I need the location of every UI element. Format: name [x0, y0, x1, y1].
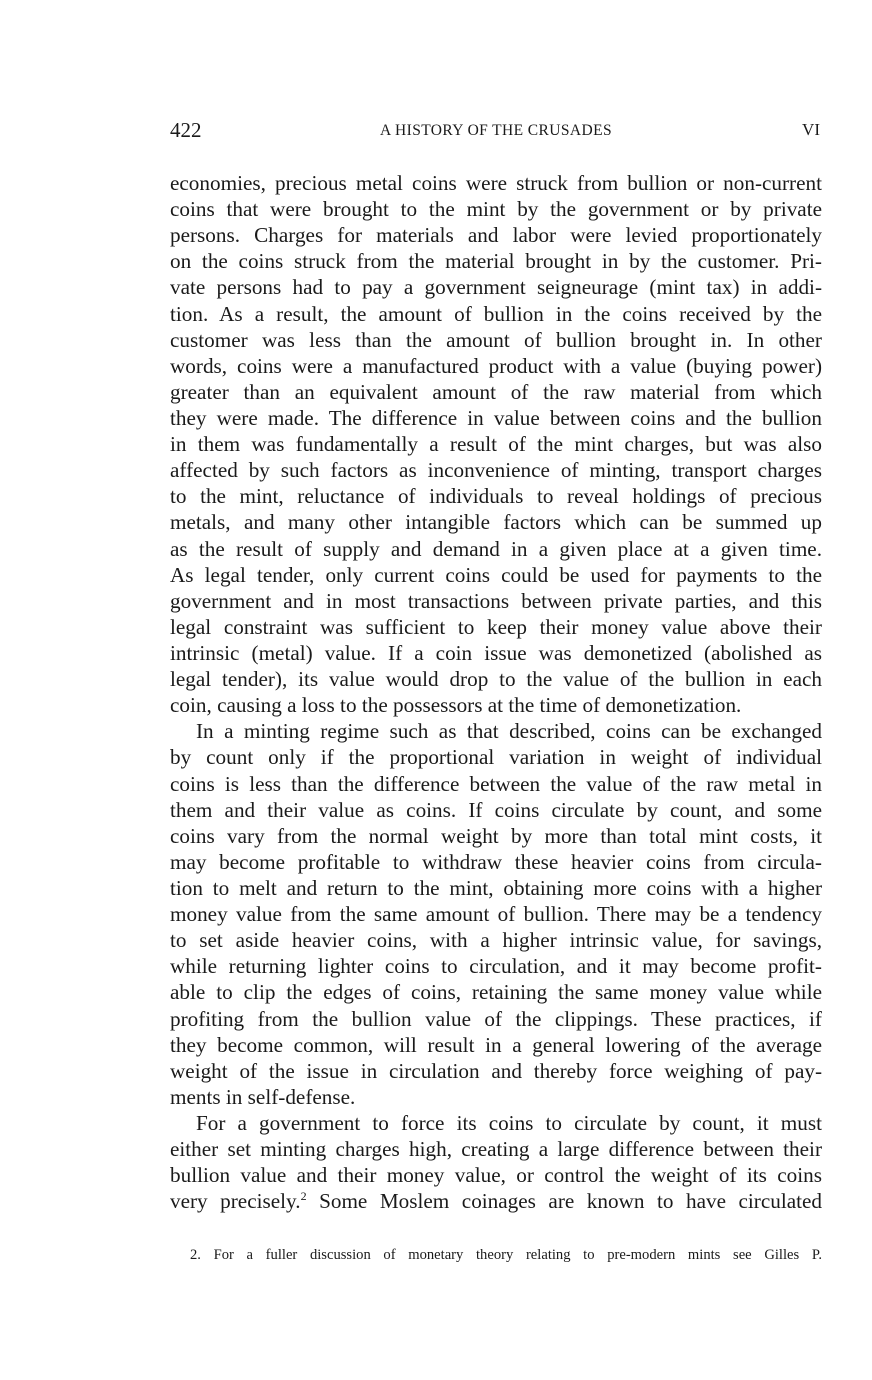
paragraph-1-line: government and in most transactions between private parties, and this: [170, 588, 822, 613]
paragraph-1-line: customer was less than the amount of bullion brought in. In other: [170, 327, 822, 352]
paragraph-2-line: able to clip the edges of coins, retaining the same money value while: [170, 980, 822, 1005]
paragraph-3-line: either set minting charges high, creating a large difference between their: [170, 1137, 822, 1162]
paragraph-1-line: intrinsic (metal) value. If a coin issue was demonetized (abolished as: [170, 640, 822, 665]
paragraph-1-line: coins that were brought to the mint by the government or by private: [170, 197, 822, 222]
paragraph-2-line: money value from the same amount of bullion. There may be a tendency: [170, 902, 822, 927]
paragraph-2-line: by count only if the proportional variation in weight of individual: [170, 745, 822, 770]
paragraph-3-line: bullion value and their money value, or control the weight of its coins: [170, 1163, 822, 1188]
paragraph-2-line: them and their value as coins. If coins circulate by count, and some: [170, 797, 822, 822]
book-title: A HISTORY OF THE CRUSADES: [380, 122, 612, 139]
paragraph-3-text-before-note: very precisely.: [170, 1189, 301, 1214]
paragraph-2-line: to set aside heavier coins, with a higher intrinsic value, for savings,: [170, 928, 822, 953]
footnote-reference[interactable]: 2: [300, 1189, 307, 1204]
paragraph-1-line: coin, causing a loss to the possessors at the time of demonetization.: [170, 693, 742, 718]
paragraph-1-line: tion. As a result, the amount of bullion in the coins received by the: [170, 301, 822, 326]
paragraph-2-line: tion to melt and return to the mint, obtaining more coins with a higher: [170, 875, 822, 900]
paragraph-3-final-line: [170, 1188, 822, 1214]
paragraph-2-line: they become common, will result in a general lowering of the average: [170, 1032, 822, 1057]
paragraph-1-line: they were made. The difference in value between coins and the bullion: [170, 405, 822, 430]
page-number: 422: [170, 118, 202, 142]
paragraph-3-line: For a government to force its coins to circulate by count, it must: [196, 1110, 822, 1135]
paragraph-2-line: coins is less than the difference between the value of the raw metal in: [170, 771, 822, 796]
paragraph-3-text-after-note: Some Moslem coinages are known to have circulated: [306, 1189, 823, 1214]
paragraph-1-line: on the coins struck from the material brought in by the customer. Pri-: [170, 249, 822, 274]
volume-number: VI: [802, 120, 820, 139]
paragraph-1-line: as the result of supply and demand in a given place at a given time.: [170, 536, 822, 561]
paragraph-2-line: while returning lighter coins to circulation, and it may become profit-: [170, 954, 822, 979]
paragraph-1-line: legal tender), its value would drop to the value of the bullion in each: [170, 667, 822, 692]
paragraph-1-line: legal constraint was sufficient to keep their money value above their: [170, 614, 822, 639]
body-text: [170, 170, 822, 1214]
paragraph-2-line: In a minting regime such as that described, coins can be exchanged: [196, 719, 822, 744]
paragraph-2-line: may become profitable to withdraw these heavier coins from circula-: [170, 849, 822, 874]
paragraph-1-line: to the mint, reluctance of individuals to reveal holdings of precious: [170, 484, 822, 509]
paragraph-1-line: greater than an equivalent amount of the raw material from which: [170, 379, 822, 404]
paragraph-1-line: affected by such factors as inconvenience of minting, transport charges: [170, 458, 822, 483]
paragraph-2-line: coins vary from the normal weight by more than total mint costs, it: [170, 823, 822, 848]
paragraph-2-line: ments in self-defense.: [170, 1084, 356, 1109]
paragraph-2-line: profiting from the bullion value of the clippings. These practices, if: [170, 1006, 822, 1031]
paragraph-1-line: vate persons had to pay a government seigneurage (mint tax) in addi-: [170, 275, 822, 300]
paragraph-1-line: words, coins were a manufactured product with a value (buying power): [170, 353, 822, 378]
paragraph-1-line: persons. Charges for materials and labor were levied proportionately: [170, 223, 822, 248]
paragraph-1-line: economies, precious metal coins were struck from bullion or non-current: [170, 171, 822, 195]
paragraph-1-line: As legal tender, only current coins could be used for payments to the: [170, 562, 822, 587]
paragraph-1-line: in them was fundamentally a result of the mint charges, but was also: [170, 432, 822, 457]
paragraph-2-line: weight of the issue in circulation and thereby force weighing of pay-: [170, 1058, 822, 1083]
running-header: [170, 118, 822, 148]
footnote: 2. For a fuller discussion of monetary theory relating to pre-modern mints see Gilles P.: [190, 1247, 822, 1263]
paragraph-1-line: metals, and many other intangible factors which can be summed up: [170, 510, 822, 535]
